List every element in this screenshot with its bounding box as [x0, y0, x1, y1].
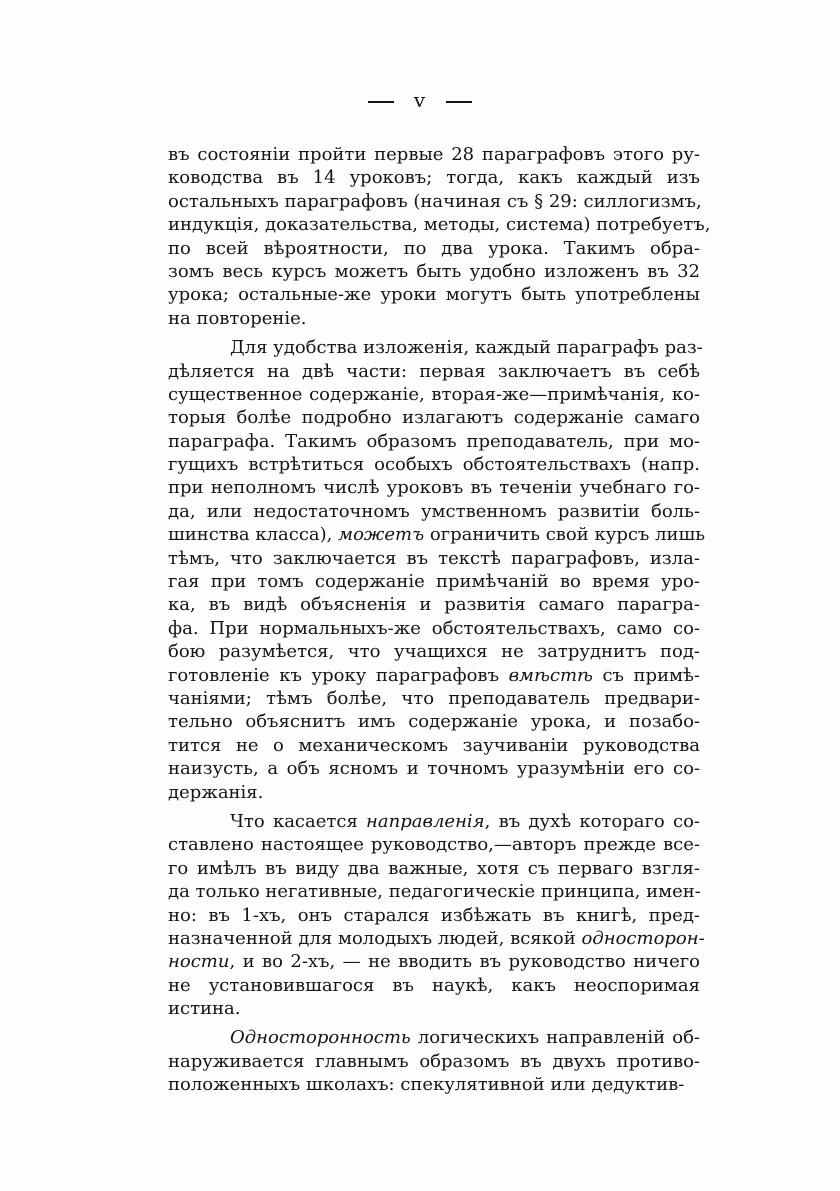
text-line: назначенной для молодыхъ людей, всякой односторон- — [168, 927, 705, 949]
text-line: остальныхъ параграфовъ (начиная съ § 29: силлогизмъ, — [168, 190, 702, 212]
text-line: тѣмъ, что заключается въ текстѣ параграфовъ, изла- — [168, 547, 700, 569]
text-line: зомъ весь курсъ можетъ быть удобно изложенъ въ 32 — [168, 260, 700, 282]
paragraph — [168, 336, 706, 804]
emphasis: односторон- — [581, 927, 705, 949]
emphasis: вмѣстѣ — [508, 664, 593, 686]
text-line: по всей вѣроятности, по два урока. Такимъ обра- — [168, 237, 700, 259]
text-line: не установившагося въ наукѣ, какъ неоспоримая — [168, 974, 700, 996]
text-line: да только негативные, педагогическiе принципа, имен- — [168, 881, 701, 903]
text-line: ководства въ 14 уроковъ; тогда, какъ каждый изъ — [168, 167, 700, 189]
text-line: параграфа. Такимъ образомъ преподаватель, при мо- — [168, 430, 700, 452]
text-line: индукцiя, доказательства, методы, система) потребуетъ, — [168, 214, 711, 236]
text-line: да, или недостаточномъ умственномъ развитiи боль- — [168, 500, 700, 522]
emphasis: Односторонность — [230, 1027, 411, 1049]
text-line: Для удобства изложенiя, каждый параграфъ раз- — [230, 337, 703, 359]
text-line: Что касается направленiя, въ духѣ котораго со- — [230, 810, 700, 832]
text-line: шинства класса), можетъ ограничить свой курсъ лишь — [168, 524, 706, 546]
header-dash-right — [446, 101, 472, 103]
text-line: бою разумѣется, что учащихся не затруднитъ под- — [168, 641, 700, 663]
text-line: наруживается главнымъ образомъ въ двухъ противо- — [168, 1050, 700, 1072]
text-line: чанiями; тѣмъ болѣе, что преподаватель предвари- — [168, 687, 700, 709]
text-line: гущихъ встрѣтиться особыхъ обстоятельствахъ (напр. — [168, 454, 700, 476]
text-line: тится не о механическомъ заучиванiи руководства — [168, 734, 700, 756]
text-line: гая при томъ содержанiе примѣчанiй во время уро- — [168, 571, 700, 593]
text-line: ности, и во 2-хъ, — не вводить въ руководство ничего — [168, 951, 700, 973]
text-line: наизусть, а объ ясномъ и точномъ уразумѣнiи его со- — [168, 758, 700, 780]
page-number: v — [413, 88, 427, 112]
emphasis: ности — [168, 951, 230, 973]
text-line: на повторенiе. — [168, 307, 307, 329]
text-line: существенное содержанiе, вторая-же—примѣчанiя, ко- — [168, 383, 700, 405]
text-line: готовленiе къ уроку параграфовъ вмѣстѣ съ примѣ- — [168, 664, 700, 686]
text-line: держанiя. — [168, 781, 264, 803]
body-text — [168, 143, 711, 1097]
text-line: го имѣлъ въ виду два важные, хотя съ перваго взгля- — [168, 857, 700, 879]
text-line: ка, въ видѣ объясненiя и развитiя самаго парагра- — [168, 594, 700, 616]
text-line: урока; остальные-же уроки могутъ быть употреблены — [168, 284, 700, 306]
text-line: при неполномъ числѣ уроковъ въ теченiи учебнаго го- — [168, 477, 700, 499]
paragraph — [168, 810, 705, 1021]
text-line: дѣляется на двѣ части: первая заключаетъ въ себѣ — [168, 360, 700, 382]
paragraph — [168, 143, 711, 330]
text-line: тельно объяснитъ имъ содержанiе урока, и позабо- — [168, 711, 700, 733]
text-line: ставлено настоящее руководство,—авторъ прежде все- — [168, 834, 700, 856]
text-line: фа. При нормальныхъ-же обстоятельствахъ, само со- — [168, 617, 700, 639]
page-header — [0, 88, 840, 112]
emphasis: направленiя — [366, 810, 485, 832]
text-line: торыя болѣе подробно излагаютъ содержанiе самаго — [168, 407, 700, 429]
text-line: положенныхъ школахъ: спекулятивной или дедуктив- — [168, 1074, 685, 1096]
text-line: истина. — [168, 998, 241, 1020]
text-line: но: въ 1-хъ, онъ старался избѣжать въ книгѣ, пред- — [168, 904, 700, 926]
emphasis: можетъ — [338, 524, 425, 546]
header-dash-left — [368, 101, 394, 103]
text-line: въ состоянiи пройти первые 28 параграфовъ этого ру- — [168, 144, 700, 165]
text-line: Односторонность логическихъ направленiй об- — [230, 1027, 700, 1049]
paragraph — [168, 1026, 700, 1096]
